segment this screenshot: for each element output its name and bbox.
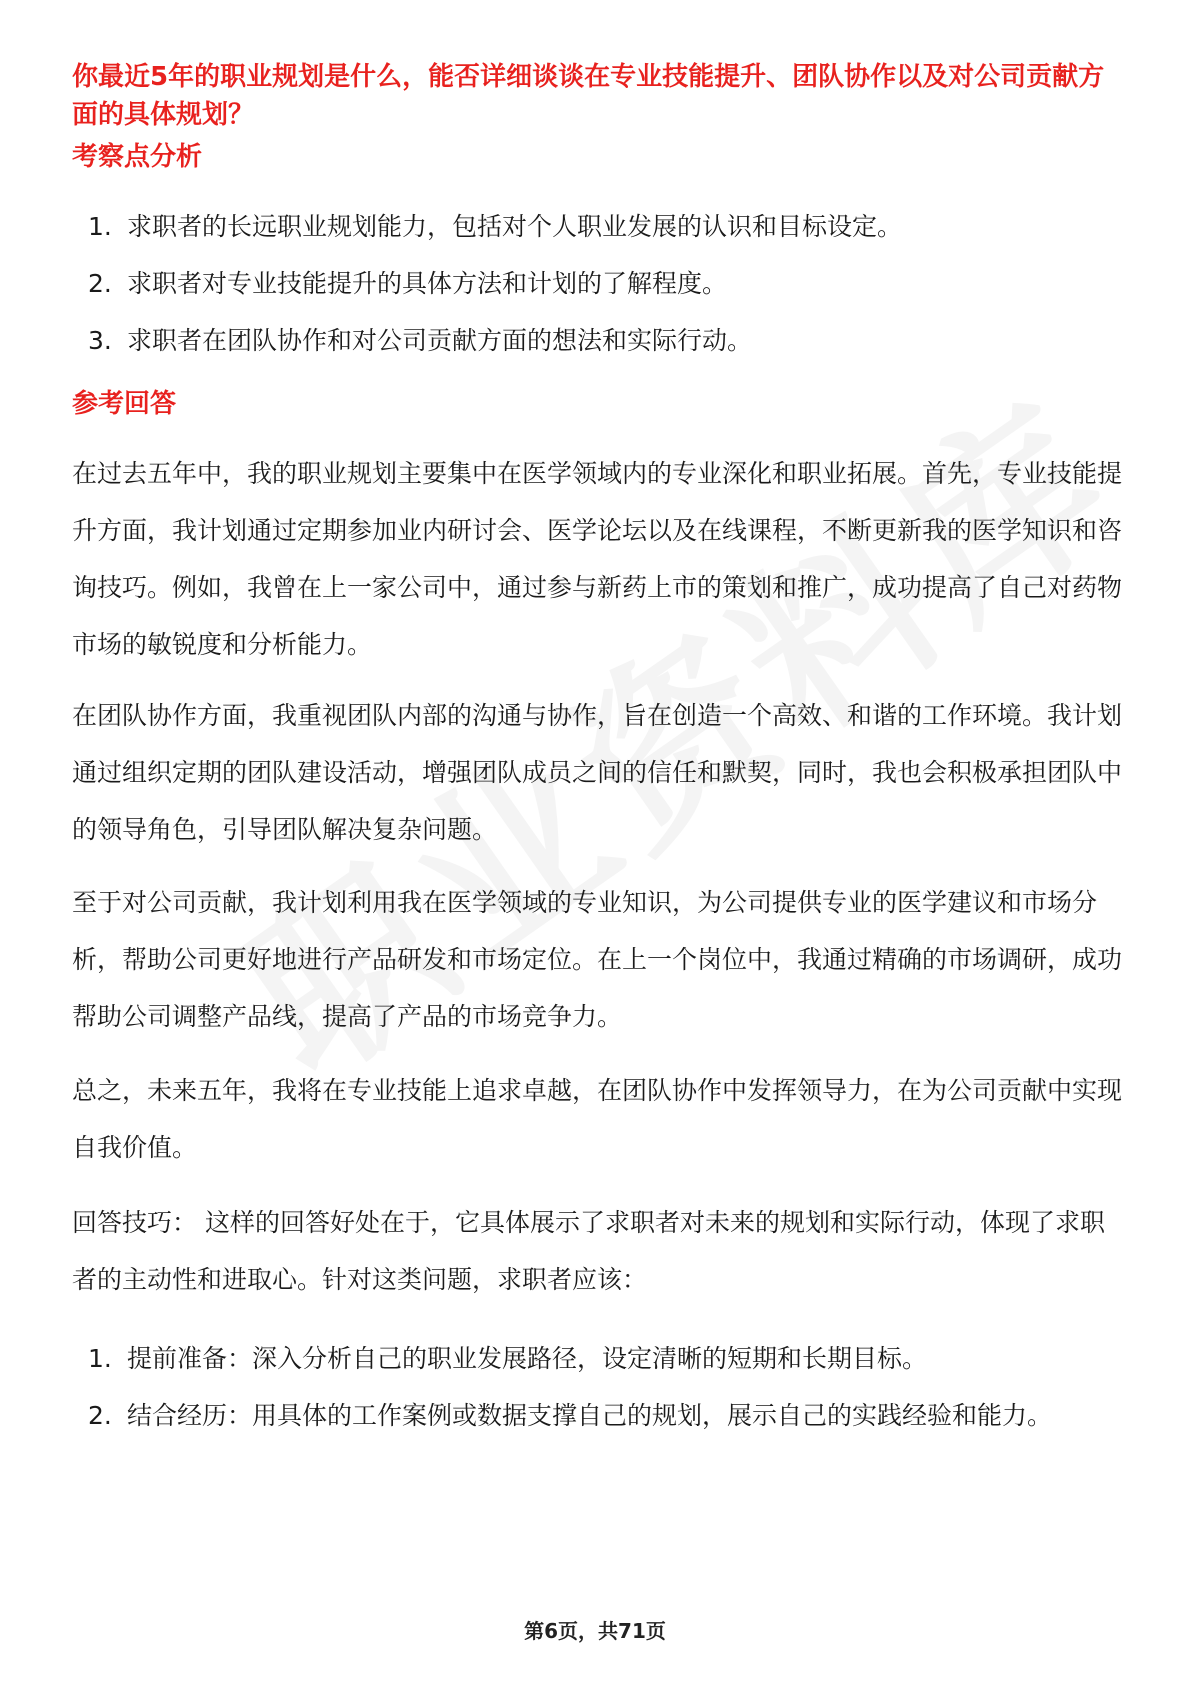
list-item-text: 求职者在团队协作和对公司贡献方面的想法和实际行动。 xyxy=(127,326,753,355)
list-item xyxy=(72,1330,1122,1387)
list-item xyxy=(72,312,1122,369)
answer-paragraph: 在团队协作方面，我重视团队内部的沟通与协作，旨在创造一个高效、和谐的工作环境。我计划通过组织定期的团队建设活动，增强团队成员之间的信任和默契，同时，我也会积极承担团队中的领导角色，引导团队解决复杂问题。 xyxy=(72,701,1123,844)
answer-paragraph: 在过去五年中，我的职业规划主要集中在医学领域内的专业深化和职业拓展。首先，专业技能提升方面，我计划通过定期参加业内研讨会、医学论坛以及在线课程，不断更新我的医学知识和咨询技巧。例如，我曾在上一家公司中，通过参与新药上市的策划和推广，成功提高了自己对药物市场的敏锐度和分析能力。 xyxy=(72,459,1123,659)
list-number: 2. xyxy=(88,269,112,298)
answer-heading: 参考回答 xyxy=(72,389,177,419)
list-number: 3. xyxy=(88,326,112,355)
analysis-list xyxy=(72,198,1122,369)
list-item-text: 结合经历：用具体的工作案例或数据支撑自己的规划，展示自己的实践经验和能力。 xyxy=(127,1401,1053,1430)
list-item xyxy=(72,198,1122,255)
page-footer: 第6页，共71页 xyxy=(524,1619,666,1643)
list-item-text: 求职者对专业技能提升的具体方法和计划的了解程度。 xyxy=(127,269,728,298)
list-item-text: 提前准备：深入分析自己的职业发展路径，设定清晰的短期和长期目标。 xyxy=(127,1344,928,1373)
answer-tip-paragraph: 回答技巧： 这样的回答好处在于，它具体展示了求职者对未来的规划和实际行动，体现了求职者的主动性和进取心。针对这类问题，求职者应该： xyxy=(72,1208,1105,1294)
list-item-text: 求职者的长远职业规划能力，包括对个人职业发展的认识和目标设定。 xyxy=(127,212,903,241)
list-item xyxy=(72,255,1122,312)
analysis-heading: 考察点分析 xyxy=(72,142,203,172)
list-item xyxy=(72,1387,1122,1444)
answer-paragraph: 至于对公司贡献，我计划利用我在医学领域的专业知识，为公司提供专业的医学建议和市场分析，帮助公司更好地进行产品研发和市场定位。在上一个岗位中，我通过精确的市场调研，成功帮助公司调整产品线，提高了产品的市场竞争力。 xyxy=(72,888,1123,1031)
tips-list xyxy=(72,1330,1122,1444)
list-number: 1. xyxy=(88,212,112,241)
list-number: 2. xyxy=(88,1401,112,1430)
list-number: 1. xyxy=(88,1344,112,1373)
answer-paragraph: 总之，未来五年，我将在专业技能上追求卓越，在团队协作中发挥领导力，在为公司贡献中实现自我价值。 xyxy=(72,1076,1123,1162)
question-title: 你最近5年的职业规划是什么，能否详细谈谈在专业技能提升、团队协作以及对公司贡献方面的具体规划？ xyxy=(72,62,1105,130)
